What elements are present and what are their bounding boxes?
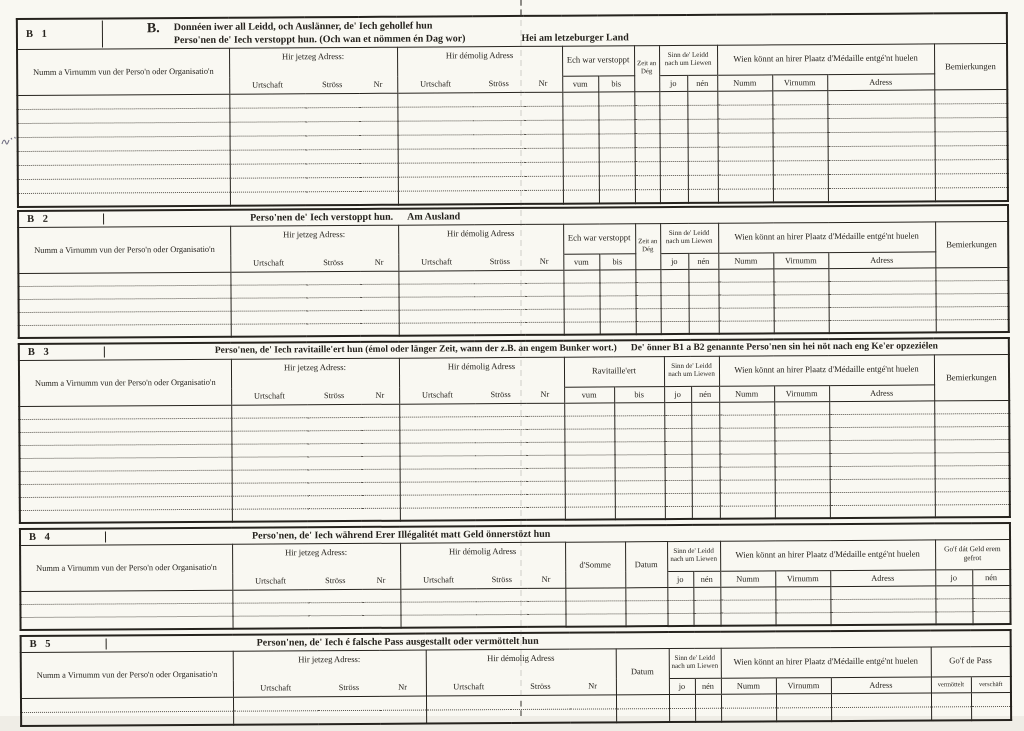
col-jo-header: jo [660, 253, 688, 269]
col-jo-header: jo [935, 569, 972, 585]
section-code: B 1 [18, 20, 103, 48]
col-medal-header: Wien könnt an hirer Plaatz d'Médaille entgé'nt huelen [719, 354, 934, 385]
col-medal-header: Wien könnt an hirer Plaatz d'Médaille entgé'nt huelen [717, 43, 934, 74]
col-stross-header: Ströss [305, 77, 359, 93]
col-remarks-header: Bemierkungen [934, 354, 1009, 400]
col-alive-header: Sinn de' Leidd nach um Liewen [659, 45, 717, 75]
col-urtschaft-header: Urtschaft [231, 388, 307, 404]
col-urtschaft-header: Urtschaft [397, 76, 473, 92]
col-nen-header: nén [972, 569, 1010, 585]
col-vum-header: vum [563, 253, 599, 269]
col-alive-header: Sinn de' Leidd nach um Liewen [669, 648, 721, 678]
col-virnumm-header: Virnumm [774, 385, 829, 401]
section-code: B 2 [19, 213, 104, 225]
col-vermottelt-header: vermöttelt [931, 676, 971, 692]
col-refunded-header: Go'f dát Geld erem gefrot [935, 539, 1010, 569]
section-b5-table [20, 629, 1013, 727]
section-b4-table [19, 522, 1012, 631]
col-amount-header: d'Somme [565, 541, 625, 587]
col-current-address-header: Hir jetzeg Adress: [232, 543, 400, 574]
col-verschaeft-header: verschäft [971, 676, 1011, 692]
section-code: B 3 [20, 346, 105, 358]
col-supplied-header: Ravitaille'ert [564, 356, 664, 387]
section-code: B 4 [21, 531, 106, 543]
col-hidden-header: Ech war verstoppt [562, 45, 634, 75]
col-nr-header: Nr [524, 76, 562, 92]
col-remarks-header: Bemierkungen [934, 43, 1007, 89]
col-urtschaft-header: Urtschaft [229, 77, 305, 93]
col-alive-header: Sinn de' Leidd nach um Liewen [660, 223, 718, 253]
section-title-line2: Perso'nen de' Iech verstoppt hun. (Och wan et nömmen én Dag wor) [174, 33, 466, 46]
section-title-line1: Perso'nen, de' Iech während Erer Illégalitét matt Geld önnerstözt hun [252, 529, 550, 542]
col-days-header: Zeit an Dég [634, 45, 659, 91]
col-date-header: Datum [625, 541, 667, 587]
col-stross-header: Ströss [306, 255, 360, 271]
col-former-address-header: Hir démolig Adress [426, 648, 616, 679]
section-title-line1: Donnéen iwer all Leidd, och Auslänner, de' Iech gehollef hun [174, 18, 629, 34]
section-title-line3: Hei am letzeburger Land [521, 32, 628, 44]
col-jo-header: jo [669, 678, 695, 694]
col-former-address-header: Hir démolig Adress [399, 357, 564, 388]
section-title-line1: Perso'nen de' Iech verstoppt hun. [250, 211, 393, 223]
col-pass-header: Go'f de Pass [931, 646, 1011, 676]
section-code: B 5 [22, 638, 107, 650]
section-b2-table [17, 204, 1010, 339]
col-nen-header: nén [695, 678, 721, 694]
col-former-address-header: Hir démolig Adress [397, 46, 562, 77]
col-vum-header: vum [564, 386, 614, 402]
col-nr-header: Nr [380, 680, 426, 696]
col-stross-header: Ströss [307, 388, 361, 404]
col-current-address-header: Hir jetzeg Adress: [231, 358, 399, 389]
col-current-address-header: Hir jetzeg Adress: [233, 650, 426, 681]
col-name-header: Numm a Virnumm vun der Perso'n oder Organisatio'n [19, 359, 231, 406]
col-stross-header: Ströss [511, 679, 570, 695]
section-title-line1: Perso'nen, de' Iech ravitaille'ert hun (émol oder länger Zeit, wann der z.B. an engem Bunker wort.) [215, 344, 617, 356]
col-adress-header: Adress [829, 384, 934, 401]
col-date-header: Datum [616, 648, 669, 694]
col-name-header: Numm a Virnumm vun der Perso'n oder Organisatio'n [21, 651, 233, 698]
col-stross-header: Ströss [474, 254, 525, 270]
col-jo-header: jo [664, 386, 691, 402]
col-nr-header: Nr [360, 255, 398, 271]
col-urtschaft-header: Urtschaft [398, 254, 474, 270]
col-bis-header: bis [614, 386, 664, 402]
col-virnumm-header: Virnumm [772, 74, 827, 90]
col-nr-header: Nr [362, 573, 400, 589]
col-bis-header: bis [599, 253, 635, 269]
col-medal-header: Wien könnt an hirer Plaatz d'Médaille entgé'nt huelen [718, 221, 935, 252]
col-alive-header: Sinn de' Leidd nach um Liewen [667, 541, 720, 571]
col-nr-header: Nr [527, 572, 565, 588]
section-title-line2: Am Ausland [407, 211, 460, 222]
col-stross-header: Ströss [475, 387, 526, 403]
form-letter: B. [147, 21, 160, 47]
col-hidden-header: Ech war verstoppt [563, 223, 635, 253]
col-urtschaft-header: Urtschaft [426, 679, 511, 696]
col-nr-header: Nr [570, 678, 616, 694]
col-name-header: Numm a Virnumm vun der Perso'n oder Organisatio'n [17, 48, 229, 95]
col-nen-header: nén [687, 75, 717, 91]
col-adress-header: Adress [827, 73, 934, 90]
col-nen-header: nén [691, 386, 719, 402]
col-current-address-header: Hir jetzeg Adress: [229, 47, 397, 78]
section-title-line1: Person'nen, de' Iech é falsche Pass ausgestallt oder vermöttelt hun [257, 636, 539, 649]
col-virnumm-header: Virnumm [775, 570, 830, 586]
col-numm-header: Numm [719, 385, 774, 401]
col-nr-header: Nr [525, 254, 563, 270]
col-urtschaft-header: Urtschaft [230, 255, 306, 271]
col-adress-header: Adress [831, 676, 931, 693]
col-numm-header: Numm [721, 677, 776, 693]
col-adress-header: Adress [830, 569, 935, 586]
section-b3-table [18, 337, 1011, 524]
col-vum-header: vum [562, 75, 598, 91]
col-numm-header: Numm [720, 570, 775, 586]
col-numm-header: Numm [717, 74, 772, 90]
col-name-header: Numm a Virnumm vun der Perso'n oder Organisatio'n [20, 544, 232, 591]
col-urtschaft-header: Urtschaft [399, 387, 475, 403]
col-current-address-header: Hir jetzeg Adress: [230, 225, 398, 256]
col-virnumm-header: Virnumm [773, 252, 828, 268]
ink-smudge [0, 134, 20, 148]
col-urtschaft-header: Urtschaft [233, 680, 318, 697]
col-jo-header: jo [667, 571, 693, 587]
col-remarks-header: Bemierkungen [935, 221, 1008, 267]
col-medal-header: Wien könnt an hirer Plaatz d'Médaille entgé'nt huelen [721, 646, 931, 677]
col-nen-header: nén [693, 571, 720, 587]
col-urtschaft-header: Urtschaft [400, 572, 476, 588]
col-days-header: Zeit an Dég [635, 223, 660, 269]
col-jo-header: jo [659, 75, 687, 91]
col-stross-header: Ströss [308, 573, 362, 589]
col-name-header: Numm a Virnumm vun der Perso'n oder Organisatio'n [18, 226, 230, 273]
col-stross-header: Ströss [318, 680, 380, 696]
col-former-address-header: Hir démolig Adress [398, 224, 563, 255]
col-adress-header: Adress [828, 251, 935, 268]
form-b [16, 12, 1012, 731]
col-stross-header: Ströss [473, 76, 524, 92]
col-medal-header: Wien könnt an hirer Plaatz d'Médaille entgé'nt huelen [720, 539, 935, 570]
section-title-line2: De' önner B1 a B2 genannte Perso'nen sin hei nöt nach eng Ke'er opzeziélen [631, 342, 938, 354]
col-stross-header: Ströss [476, 572, 527, 588]
col-nr-header: Nr [361, 388, 399, 404]
col-numm-header: Numm [718, 252, 773, 268]
col-nr-header: Nr [359, 77, 397, 93]
col-nr-header: Nr [526, 387, 564, 403]
col-former-address-header: Hir démolig Adress [400, 542, 565, 573]
col-nen-header: nén [688, 253, 718, 269]
col-urtschaft-header: Urtschaft [232, 573, 308, 589]
col-virnumm-header: Virnumm [776, 677, 831, 693]
fold-crease [520, 0, 522, 716]
section-b1-table [16, 12, 1009, 208]
col-alive-header: Sinn de' Leidd nach um Liewen [664, 356, 719, 386]
col-bis-header: bis [598, 75, 634, 91]
